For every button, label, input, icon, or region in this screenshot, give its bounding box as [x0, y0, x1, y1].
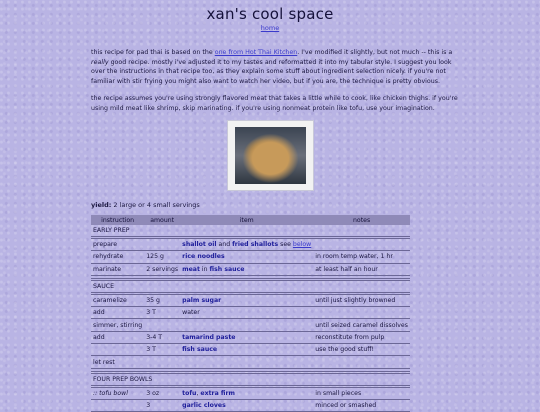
header-item: item	[180, 215, 313, 225]
cell-amount: 3 oz	[144, 386, 180, 399]
section-row	[91, 225, 410, 238]
item-meat: meat	[182, 265, 200, 273]
table-row	[91, 331, 410, 343]
cell-notes	[313, 238, 410, 251]
intro-emphasis: really	[91, 58, 109, 66]
cell-amount: 3 T	[144, 344, 180, 356]
item-tofu: tofu	[182, 389, 197, 397]
cell-instruction: :: tofu bowl	[91, 386, 144, 399]
cell-notes: use the good stuff!	[313, 344, 410, 356]
recipe-table	[91, 215, 410, 412]
cell-amount: 3 T	[144, 307, 180, 319]
cell-notes: in small pieces	[313, 386, 410, 399]
cell-amount	[144, 319, 180, 331]
item-fish-sauce: fish sauce	[209, 265, 245, 273]
table-row	[91, 386, 410, 399]
page-title: xan's cool space	[206, 5, 334, 23]
yield-line	[91, 201, 200, 209]
cell-instruction: add	[91, 331, 144, 343]
cell-instruction	[91, 344, 144, 356]
home-link[interactable]: home	[260, 24, 280, 32]
cell-notes: until seized caramel dissolves	[313, 319, 410, 331]
cell-notes: at least half an hour	[313, 263, 410, 275]
cell-instruction: marinate	[91, 263, 144, 275]
table-row	[91, 293, 410, 306]
cell-notes: minced or smashed	[313, 399, 410, 411]
cell-notes: until just slightly browned	[313, 293, 410, 306]
table-row	[91, 263, 410, 275]
cell-item: fish sauce	[180, 344, 313, 356]
table-row	[91, 356, 410, 368]
table-row	[91, 307, 410, 319]
cell-instruction	[91, 399, 144, 411]
cell-amount	[144, 238, 180, 251]
cell-item: rice noodles	[180, 251, 313, 263]
cell-notes	[313, 356, 410, 368]
table-row	[91, 238, 410, 251]
cell-amount: 3-4 T	[144, 331, 180, 343]
item-connector: and	[216, 241, 233, 249]
cell-amount	[144, 356, 180, 368]
table-row	[91, 319, 410, 331]
cell-item: tofu, extra firm	[180, 386, 313, 399]
cell-notes: in room temp water, 1 hr	[313, 251, 410, 263]
header-notes: notes	[313, 215, 410, 225]
cell-item: palm sugar	[180, 293, 313, 306]
item-fried-shallots: fried shallots	[232, 241, 279, 249]
table-row	[91, 344, 410, 356]
item-shallot-oil: shallot oil	[182, 241, 217, 249]
table-header-row	[91, 215, 410, 225]
hot-thai-kitchen-link[interactable]: one from Hot Thai Kitchen	[214, 49, 298, 56]
intro-paragraph-2: the recipe assumes you're using strongly flavored meat that takes a little while to cook, like chicken thighs. if you're using mild meat like shrimp, skip marinating. if you're using nonmeat protein like tofu, use your imagination.	[91, 95, 458, 112]
intro-paragraph-1	[91, 48, 463, 86]
cell-amount: 35 g	[144, 293, 180, 306]
cell-item: water	[180, 307, 313, 319]
section-early-prep: EARLY PREP	[91, 225, 410, 238]
section-row	[91, 372, 410, 386]
cell-instruction: prepare	[91, 238, 144, 251]
intro-text: . I've modified it slightly, but not much -- this is a	[297, 49, 453, 56]
item-extra-firm: extra firm	[200, 389, 236, 397]
intro-text: this recipe for pad thai is based on the	[91, 49, 215, 56]
yield-label: yield:	[91, 201, 112, 209]
cell-instruction: caramelize	[91, 293, 144, 306]
pad-thai-photo-frame	[227, 120, 314, 191]
item-see: see	[278, 241, 293, 249]
intro-text: good recipe. mostly i've adjusted it to my tastes and reformatted it into my tabular style. I suggest you look over the instructions in that recipe too, as they explain some stuff about ingredient selection nicely. if you're not familiar with stir frying you might also want to watch her video, but if you are, the technique is pretty obvious.	[91, 58, 452, 85]
cell-amount: 3	[144, 399, 180, 411]
table-row	[91, 251, 410, 263]
cell-item: garlic cloves	[180, 399, 313, 411]
section-sauce: SAUCE	[91, 279, 410, 293]
table-row	[91, 399, 410, 411]
header-instruction: instruction	[91, 215, 144, 225]
item-connector: in	[199, 265, 210, 273]
cell-instruction: rehydrate	[91, 251, 144, 263]
pad-thai-photo	[235, 127, 306, 184]
cell-amount: 2 servings	[144, 263, 180, 275]
cell-item	[180, 356, 313, 368]
cell-notes	[313, 307, 410, 319]
cell-item: tamarind paste	[180, 331, 313, 343]
cell-item	[180, 319, 313, 331]
cell-notes: reconstitute from pulp	[313, 331, 410, 343]
header-amount: amount	[144, 215, 180, 225]
cell-instruction: let rest	[91, 356, 144, 368]
cell-item	[180, 238, 313, 251]
cell-instruction: add	[91, 307, 144, 319]
below-link[interactable]: below	[292, 241, 312, 249]
section-four-prep-bowls: FOUR PREP BOWLS	[91, 372, 410, 386]
yield-value: 2 large or 4 small servings	[111, 201, 200, 209]
cell-item	[180, 263, 313, 275]
section-row	[91, 279, 410, 293]
cell-instruction: simmer, stirring	[91, 319, 144, 331]
cell-amount: 125 g	[144, 251, 180, 263]
